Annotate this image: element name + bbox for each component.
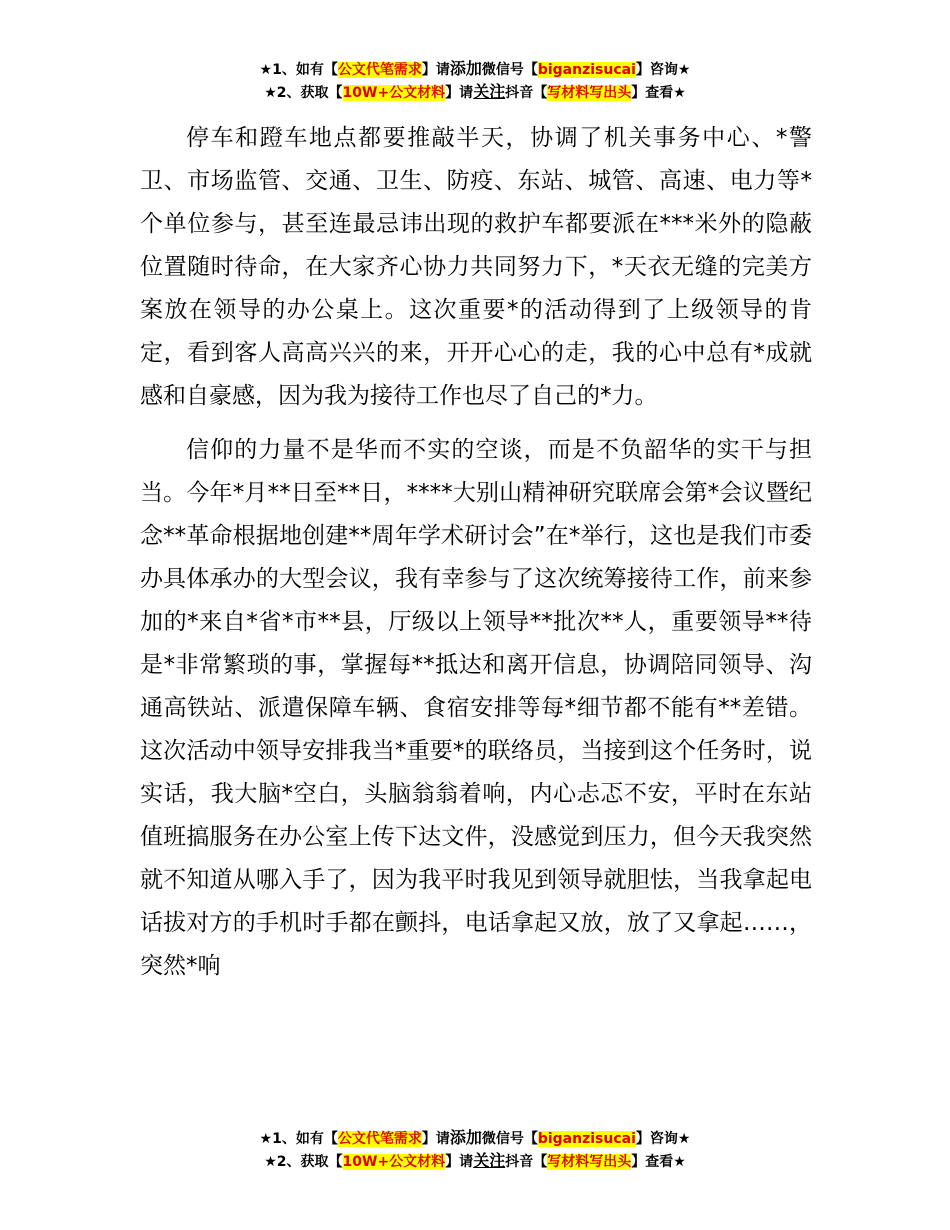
- banner-text: 微信号【: [481, 1131, 538, 1147]
- banner-emphasis: 关注: [473, 1151, 506, 1170]
- header-banner: [0, 58, 950, 104]
- footer-banner: [0, 1127, 950, 1173]
- banner-text: 抖音【: [505, 85, 548, 101]
- paragraph: 信仰的力量不是华而不实的空谈，而是不负韶华的实干与担当。今年*月**日至**日，****大别山精神研究联席会第*会议暨纪念**革命根据地创建**周年学术研讨会”在*举行，这也是我们市委办具体承办的大型会议，我有幸参与了这次统筹接待工作，前来参加的*来自*省*市**县，厅级以上领导**批次**人，重要领导**待是*非常繁琐的事，掌握每**抵达和离开信息，协调陪同领导、沟通高铁站、派遣保障车辆、食宿安排等每*细节都不能有**差错。这次活动中领导安排我当*重要*的联络员，当接到这个任务时，说实话，我大脑*空白，头脑翁翁着响，内心忐忑不安，平时在东站值班搞服务在办公室上传下达文件，没感觉到压力，但今天我突然就不知道从哪入手了，因为我平时我见到领导就胆怯，当我拿起电话拔对方的手机时手都在颤抖，电话拿起又放，放了又拿起……，突然*响: [140, 437, 812, 979]
- highlight-materials: 10W+公文材料: [342, 1154, 446, 1170]
- banner-line-1: [0, 1127, 950, 1150]
- document-body: [140, 117, 812, 999]
- banner-line-2: [0, 81, 950, 104]
- banner-line-1: [0, 58, 950, 81]
- highlight-douyin-account: 写材料写出头: [547, 85, 632, 101]
- banner-text: ★1、如有【: [259, 1131, 338, 1147]
- banner-text: 】咨询★: [635, 1131, 691, 1147]
- banner-text: 】查看★: [631, 1154, 686, 1170]
- banner-text: 】请: [445, 85, 474, 101]
- banner-text: 】请: [421, 62, 450, 78]
- highlight-wechat-id: biganzisucai: [537, 62, 636, 78]
- banner-emphasis: 添加: [449, 59, 482, 78]
- banner-emphasis: 关注: [473, 82, 506, 101]
- banner-emphasis: 添加: [449, 1128, 482, 1147]
- banner-line-2: [0, 1150, 950, 1173]
- highlight-service: 公文代笔需求: [337, 62, 422, 78]
- banner-text: ★2、获取【: [264, 1154, 343, 1170]
- banner-text: 】请: [421, 1131, 450, 1147]
- paragraph: 停车和蹬车地点都要推敲半天，协调了机关事务中心、*警卫、市场监管、交通、卫生、防疫、东站、城管、高速、电力等*个单位参与，甚至连最忌讳出现的救护车都要派在***米外的隐蔽位置随时待命，在大家齐心协力共同努力下，*天衣无缝的完美方案放在领导的办公桌上。这次重要*的活动得到了上级领导的肯定，看到客人高高兴兴的来，开开心心的走，我的心中总有*成就感和自豪感，因为我为接待工作也尽了自己的*力。: [140, 125, 812, 409]
- highlight-service: 公文代笔需求: [337, 1131, 422, 1147]
- banner-text: 】查看★: [631, 85, 686, 101]
- banner-text: 微信号【: [481, 62, 538, 78]
- banner-text: ★1、如有【: [259, 62, 338, 78]
- highlight-wechat-id: biganzisucai: [537, 1131, 636, 1147]
- banner-text: ★2、获取【: [264, 85, 343, 101]
- banner-text: 】请: [445, 1154, 474, 1170]
- banner-text: 】咨询★: [635, 62, 691, 78]
- highlight-materials: 10W+公文材料: [342, 85, 446, 101]
- banner-text: 抖音【: [505, 1154, 548, 1170]
- highlight-douyin-account: 写材料写出头: [547, 1154, 632, 1170]
